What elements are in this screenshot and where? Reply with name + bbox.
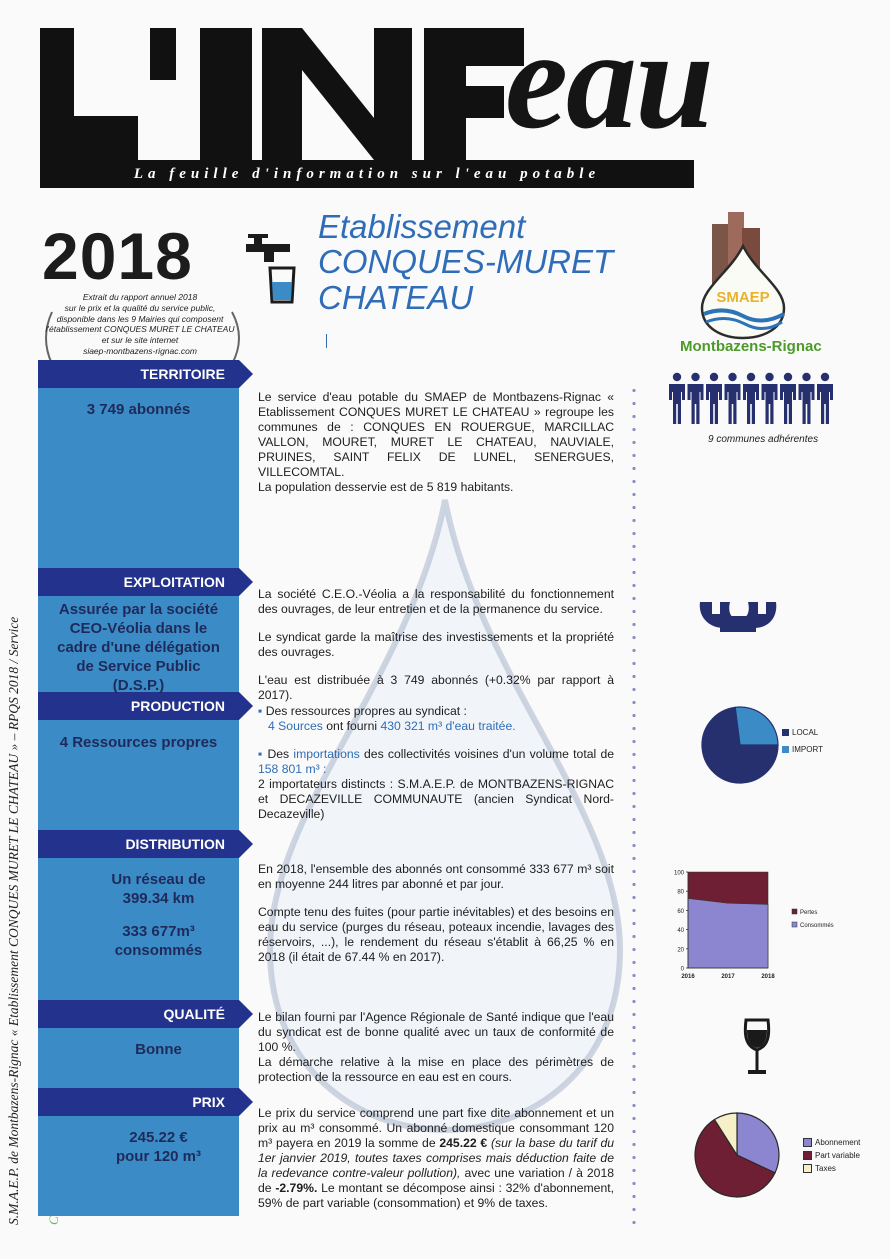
title-line-1: Etablissement xyxy=(318,208,526,245)
value-distribution-consumed xyxy=(78,922,239,960)
swatch xyxy=(782,746,789,753)
smaep-town: Montbazens-Rignac xyxy=(680,338,822,355)
extract-line: disponible dans les 9 Mairies qui composent xyxy=(56,313,224,324)
value-line: 399.34 km xyxy=(122,890,195,907)
masthead-letter-l-foot xyxy=(40,116,138,160)
person-figure xyxy=(743,373,759,424)
person-figure xyxy=(706,373,722,424)
prix-t2: avec une variation / à 2018 de xyxy=(258,1166,614,1195)
legend-abonnement xyxy=(803,1138,860,1147)
masthead-eau: eau xyxy=(505,0,712,158)
label-distribution: DISTRIBUTION xyxy=(125,836,225,852)
person-figure xyxy=(780,373,796,424)
extract-note xyxy=(42,292,238,357)
swatch xyxy=(803,1164,812,1173)
legend-taxes xyxy=(803,1164,836,1173)
wrench-icon xyxy=(690,596,778,646)
distribution-p2: Compte tenu des fuites (pour partie inévitables) et des besoins en eau du service (purges du réseau, poteaux incendie, lavages des réservoirs, ...), le rendement du réseau s'établit à 66,25 % en 2018 (il était de 67.44 % en 2017). xyxy=(258,905,614,964)
legend-label: Pertes xyxy=(800,910,818,916)
y-tick-label: 0 xyxy=(680,966,684,973)
swatch xyxy=(782,729,789,736)
wine-glass-icon xyxy=(742,1016,772,1080)
production-b2-lead: Des xyxy=(267,747,290,761)
person-figure xyxy=(799,373,815,424)
legend-label: Abonnement xyxy=(815,1138,861,1147)
x-tick-label: 2016 xyxy=(681,974,695,980)
swatch xyxy=(803,1151,812,1160)
legend-label: LOCAL xyxy=(792,728,819,737)
area-series-consommes xyxy=(688,898,768,968)
value-prix xyxy=(78,1128,239,1166)
title-line-2: CONQUES-MURET xyxy=(318,243,614,280)
distribution-p1: En 2018, l'ensemble des abonnés ont consommé 333 677 m³ soit en moyenne 244 litres par abonné et par jour. xyxy=(258,862,614,891)
title-line-3: CHATEAU xyxy=(318,279,474,316)
person-figure xyxy=(725,373,741,424)
territoire-text xyxy=(258,390,614,495)
tap-glass-icon xyxy=(242,232,300,306)
production-b1-mid: ont fourni xyxy=(326,719,378,733)
value-exploitation xyxy=(38,600,239,695)
extract-line: sur le prix et la qualité du service public, xyxy=(64,302,216,313)
value-line: consommés xyxy=(114,942,203,959)
production-bullet-1 xyxy=(258,704,614,734)
label-territoire: TERRITOIRE xyxy=(140,366,225,382)
report-year: 2018 xyxy=(42,219,193,293)
title-divider xyxy=(326,334,327,348)
value-line: (D.S.P.) xyxy=(112,677,165,694)
value-line: de Service Public xyxy=(76,658,201,675)
value-distribution-network xyxy=(78,870,239,908)
band-arrow xyxy=(239,830,253,858)
person-figure xyxy=(762,373,778,424)
value-territoire: 3 749 abonnés xyxy=(86,401,191,418)
band-arrow xyxy=(239,692,253,720)
production-pie xyxy=(700,705,780,785)
extract-line: siaep-montbazens-rignac.com xyxy=(83,345,197,356)
band-arrow xyxy=(239,360,253,388)
y-tick-label: 80 xyxy=(677,889,684,896)
masthead-tagline: La feuille d'information sur l'eau potable xyxy=(133,166,601,182)
pie-slice-import xyxy=(735,707,778,745)
exploitation-text xyxy=(258,587,614,703)
value-line: 333 677m³ xyxy=(122,923,195,940)
territoire-paragraph: Le service d'eau potable du SMAEP de Montbazens-Rignac « Etablissement CONQUES MURET LE CHATEAU » regroupe les communes de : CONQUES EN ROUERGUE, MARCILLAC VALLON, MOURET, MURET LE CHATEAU, NAUVIALE, PRUINES, SAINT FELIX DE LUNEL, SENERGUES, VILLECOMTAL. xyxy=(258,390,614,479)
legend-import xyxy=(782,745,823,754)
masthead-letter-f-mid xyxy=(424,86,504,118)
legend-swatch xyxy=(792,909,797,914)
value-production: 4 Ressources propres xyxy=(59,734,218,751)
prix-pie xyxy=(692,1110,782,1200)
legend-label: Consommés xyxy=(800,923,834,929)
extract-line: l'établissement CONQUES MURET LE CHATEAU xyxy=(45,324,235,335)
value-line: Un réseau de xyxy=(111,871,206,888)
masthead-letter-i xyxy=(200,28,252,160)
label-prix: PRIX xyxy=(192,1094,225,1110)
smaep-badge-text: SMAEP xyxy=(716,289,770,306)
exploitation-p3: L'eau est distribuée à 3 749 abonnés (+0.32% par rapport à 2017). xyxy=(258,673,614,702)
masthead-letter-n xyxy=(262,28,412,160)
qualite-p2: La démarche relative à la mise en place des périmètres de protection de la ressource en eau est en cours. xyxy=(258,1055,614,1084)
prix-variation: -2.79%. xyxy=(275,1181,318,1195)
band-arrow xyxy=(239,1088,253,1116)
label-qualite: QUALITÉ xyxy=(163,1006,225,1022)
y-tick-label: 100 xyxy=(673,870,684,877)
qualite-text xyxy=(258,1010,614,1085)
extract-line: Extrait du rapport annuel 2018 xyxy=(82,292,198,302)
exploitation-p2: Le syndicat garde la maîtrise des investissements et la propriété des ouvrages. xyxy=(258,630,614,659)
production-bullet-2 xyxy=(258,747,614,822)
band-arrow xyxy=(239,1000,253,1028)
prix-italic: (sur la base du tarif du 1er janvier 2019, toutes taxes comprises mais déduction faite de la redevance contre-valeur pollution), xyxy=(258,1136,614,1180)
territoire-population: La population desservie est de 5 819 habitants. xyxy=(258,480,514,494)
production-b2-volume: 158 801 m³ : xyxy=(258,762,327,776)
value-line: 245.22 € xyxy=(129,1129,188,1146)
label-production: PRODUCTION xyxy=(130,698,225,714)
production-b2-imp: importations xyxy=(293,747,360,761)
prix-t3: Le montant se décompose ainsi : 32% d'abonnement, 59% de part variable (consommation) et 9% de taxes. xyxy=(258,1181,614,1210)
swatch xyxy=(803,1138,812,1147)
side-credit: S.M.A.E.P. de Montbazens-Rignac « Etablissement CONQUES MURET LE CHATEAU » – RPQS 2018 / Service xyxy=(6,616,21,1225)
value-line: pour 120 m³ xyxy=(115,1148,202,1165)
masthead-apostrophe xyxy=(150,28,176,80)
bullet-icon: ▪ xyxy=(258,747,264,761)
value-line: CEO-Véolia dans le xyxy=(69,620,208,637)
y-tick-label: 60 xyxy=(677,908,684,915)
value-qualite: Bonne xyxy=(135,1041,182,1058)
people-icon xyxy=(668,372,838,428)
smaep-logo-graphic xyxy=(688,210,798,340)
exploitation-p1: La société C.E.O.-Véolia a la responsabilité du fonctionnement des ouvrages, de leur entretien et de la permanence du service. xyxy=(258,587,614,616)
legend-label: Part variable xyxy=(815,1151,860,1160)
production-b2-tail: 2 importateurs distincts : S.M.A.E.P. de MONTBAZENS-RIGNAC et DECAZEVILLE COMMUNAUTE (ancien Syndicat Nord-Decazeville) xyxy=(258,777,614,821)
x-tick-label: 2017 xyxy=(721,974,735,980)
label-exploitation: EXPLOITATION xyxy=(123,574,225,590)
legend-label: Taxes xyxy=(815,1164,836,1173)
person-figure xyxy=(669,373,685,424)
bullet-icon: ▪ xyxy=(258,704,263,718)
value-line: cadre d'une délégation xyxy=(57,639,220,656)
prix-text xyxy=(258,1106,614,1211)
prix-amount: 245.22 € xyxy=(439,1136,488,1150)
communes-caption: 9 communes adhérentes xyxy=(708,434,819,445)
person-figure xyxy=(817,373,833,424)
legend-local xyxy=(782,728,818,737)
distribution-text xyxy=(258,862,614,965)
production-b1-lead: Des ressources propres au syndicat : xyxy=(265,704,467,718)
dotted-separator xyxy=(632,384,636,1224)
y-tick-label: 40 xyxy=(677,928,684,935)
band-arrow xyxy=(239,568,253,596)
legend-part-variable xyxy=(803,1151,860,1160)
prix-t1: Le prix du service comprend une part fixe dite abonnement et un prix au m³ consommé. Un abonné domestique consommant 120 m³ payera en 2019 la somme de xyxy=(258,1106,614,1150)
qualite-p1: Le bilan fourni par l'Agence Régionale de Santé indique que l'eau du syndicat est de bonne qualité avec un taux de conformité de 100 %. xyxy=(258,1010,614,1054)
y-tick-label: 20 xyxy=(677,947,684,954)
x-tick-label: 2018 xyxy=(761,974,775,980)
legend-swatch xyxy=(792,922,797,927)
rendement-chart xyxy=(664,866,884,986)
production-text xyxy=(258,704,614,822)
production-b1-sources: 4 Sources xyxy=(268,719,323,733)
production-b2-rest: des collectivités voisines d'un volume total de xyxy=(364,747,615,761)
production-b1-volume: 430 321 m³ d'eau traitée. xyxy=(380,719,516,733)
extract-line: et sur le site internet xyxy=(101,335,179,346)
legend-label: IMPORT xyxy=(792,745,823,754)
person-figure xyxy=(688,373,704,424)
value-line: Assurée par la société xyxy=(58,601,219,618)
